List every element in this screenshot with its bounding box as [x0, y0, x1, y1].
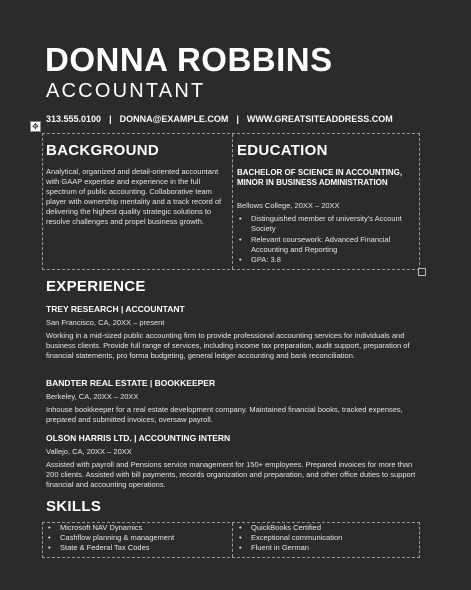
contact-email: DONNA@EXAMPLE.COM	[119, 114, 229, 124]
list-item: • Microsoft NAV Dynamics	[46, 523, 226, 533]
skills-left-list	[46, 523, 226, 553]
job-description: Inhouse bookkeeper for a real estate development company. Maintained financial books, tracked expenses, prepared and submitted invoices, oversaw payroll.	[46, 405, 403, 424]
list-item: • State & Federal Tax Codes	[46, 543, 226, 553]
resume-name: DONNA ROBBINS	[45, 41, 333, 78]
list-item: • GPA: 3.8	[237, 255, 417, 265]
skills-heading: SKILLS	[46, 498, 102, 515]
job-description: Assisted with payroll and Pensions service management for 150+ employees. Prepared invoices for more than 200 clients. Assisted with bill payments, records organization and preparation, and other office duties to support financial and accounting operations.	[46, 460, 416, 489]
background-text: Analytical, organized and detail-oriented accountant with GAAP expertise and experience in the full spectrum of public accounting. Collaborative team player with ownership mentality and a track record of delivering the highest quality strategic solutions to resolve challenges and propel business growth.	[46, 167, 222, 226]
list-item: • Relevant coursework: Advanced Financial Accounting and Reporting	[237, 235, 417, 255]
education-school: Bellows College, 20XX – 20XX	[237, 201, 340, 210]
table-column-divider	[232, 523, 233, 557]
contact-line	[46, 113, 393, 125]
list-item: • Distinguished member of university’s Account Society	[237, 214, 417, 234]
job-title: OLSON HARRIS LTD. | ACCOUNTING INTERN	[46, 433, 231, 443]
experience-heading: EXPERIENCE	[46, 278, 146, 295]
job-description: Working in a mid-sized public accounting firm to provide professional accounting services for individuals and business clients. Provide full range of services, including income tax preparation, audit support, preparation of financial statements, pro forma budgeting, general ledger accounting and bank reconciliation.	[46, 331, 410, 360]
job-location: San Francisco, CA, 20XX – present	[46, 318, 165, 327]
contact-separator: |	[109, 114, 112, 124]
background-heading: BACKGROUND	[46, 142, 159, 159]
list-item: • Exceptional communication	[237, 533, 417, 543]
job-title: BANDTER REAL ESTATE | BOOKKEEPER	[46, 378, 216, 388]
education-degree: BACHELOR OF SCIENCE IN ACCOUNTING, MINOR IN BUSINESS ADMINISTRATION	[237, 168, 403, 187]
skills-right-list	[237, 523, 417, 553]
job-location: Vallejo, CA, 20XX – 20XX	[46, 447, 132, 456]
list-item: • Cashflow planning & management	[46, 533, 226, 543]
job-title: TREY RESEARCH | ACCOUNTANT	[46, 304, 185, 314]
list-item: • QuickBooks Certified	[237, 523, 417, 533]
contact-website: WWW.GREATSITEADDRESS.COM	[246, 114, 393, 124]
contact-phone: 313.555.0100	[46, 114, 102, 124]
job-location: Berkeley, CA, 20XX – 20XX	[46, 392, 139, 401]
table-move-handle-icon[interactable]: ✥	[30, 121, 41, 132]
contact-separator: |	[236, 114, 239, 124]
table-column-divider	[232, 134, 233, 269]
education-bullets	[237, 214, 417, 266]
list-item: • Fluent in German	[237, 543, 417, 553]
education-heading: EDUCATION	[237, 142, 328, 159]
table-resize-handle[interactable]	[418, 268, 426, 276]
resume-title: ACCOUNTANT	[46, 80, 206, 102]
